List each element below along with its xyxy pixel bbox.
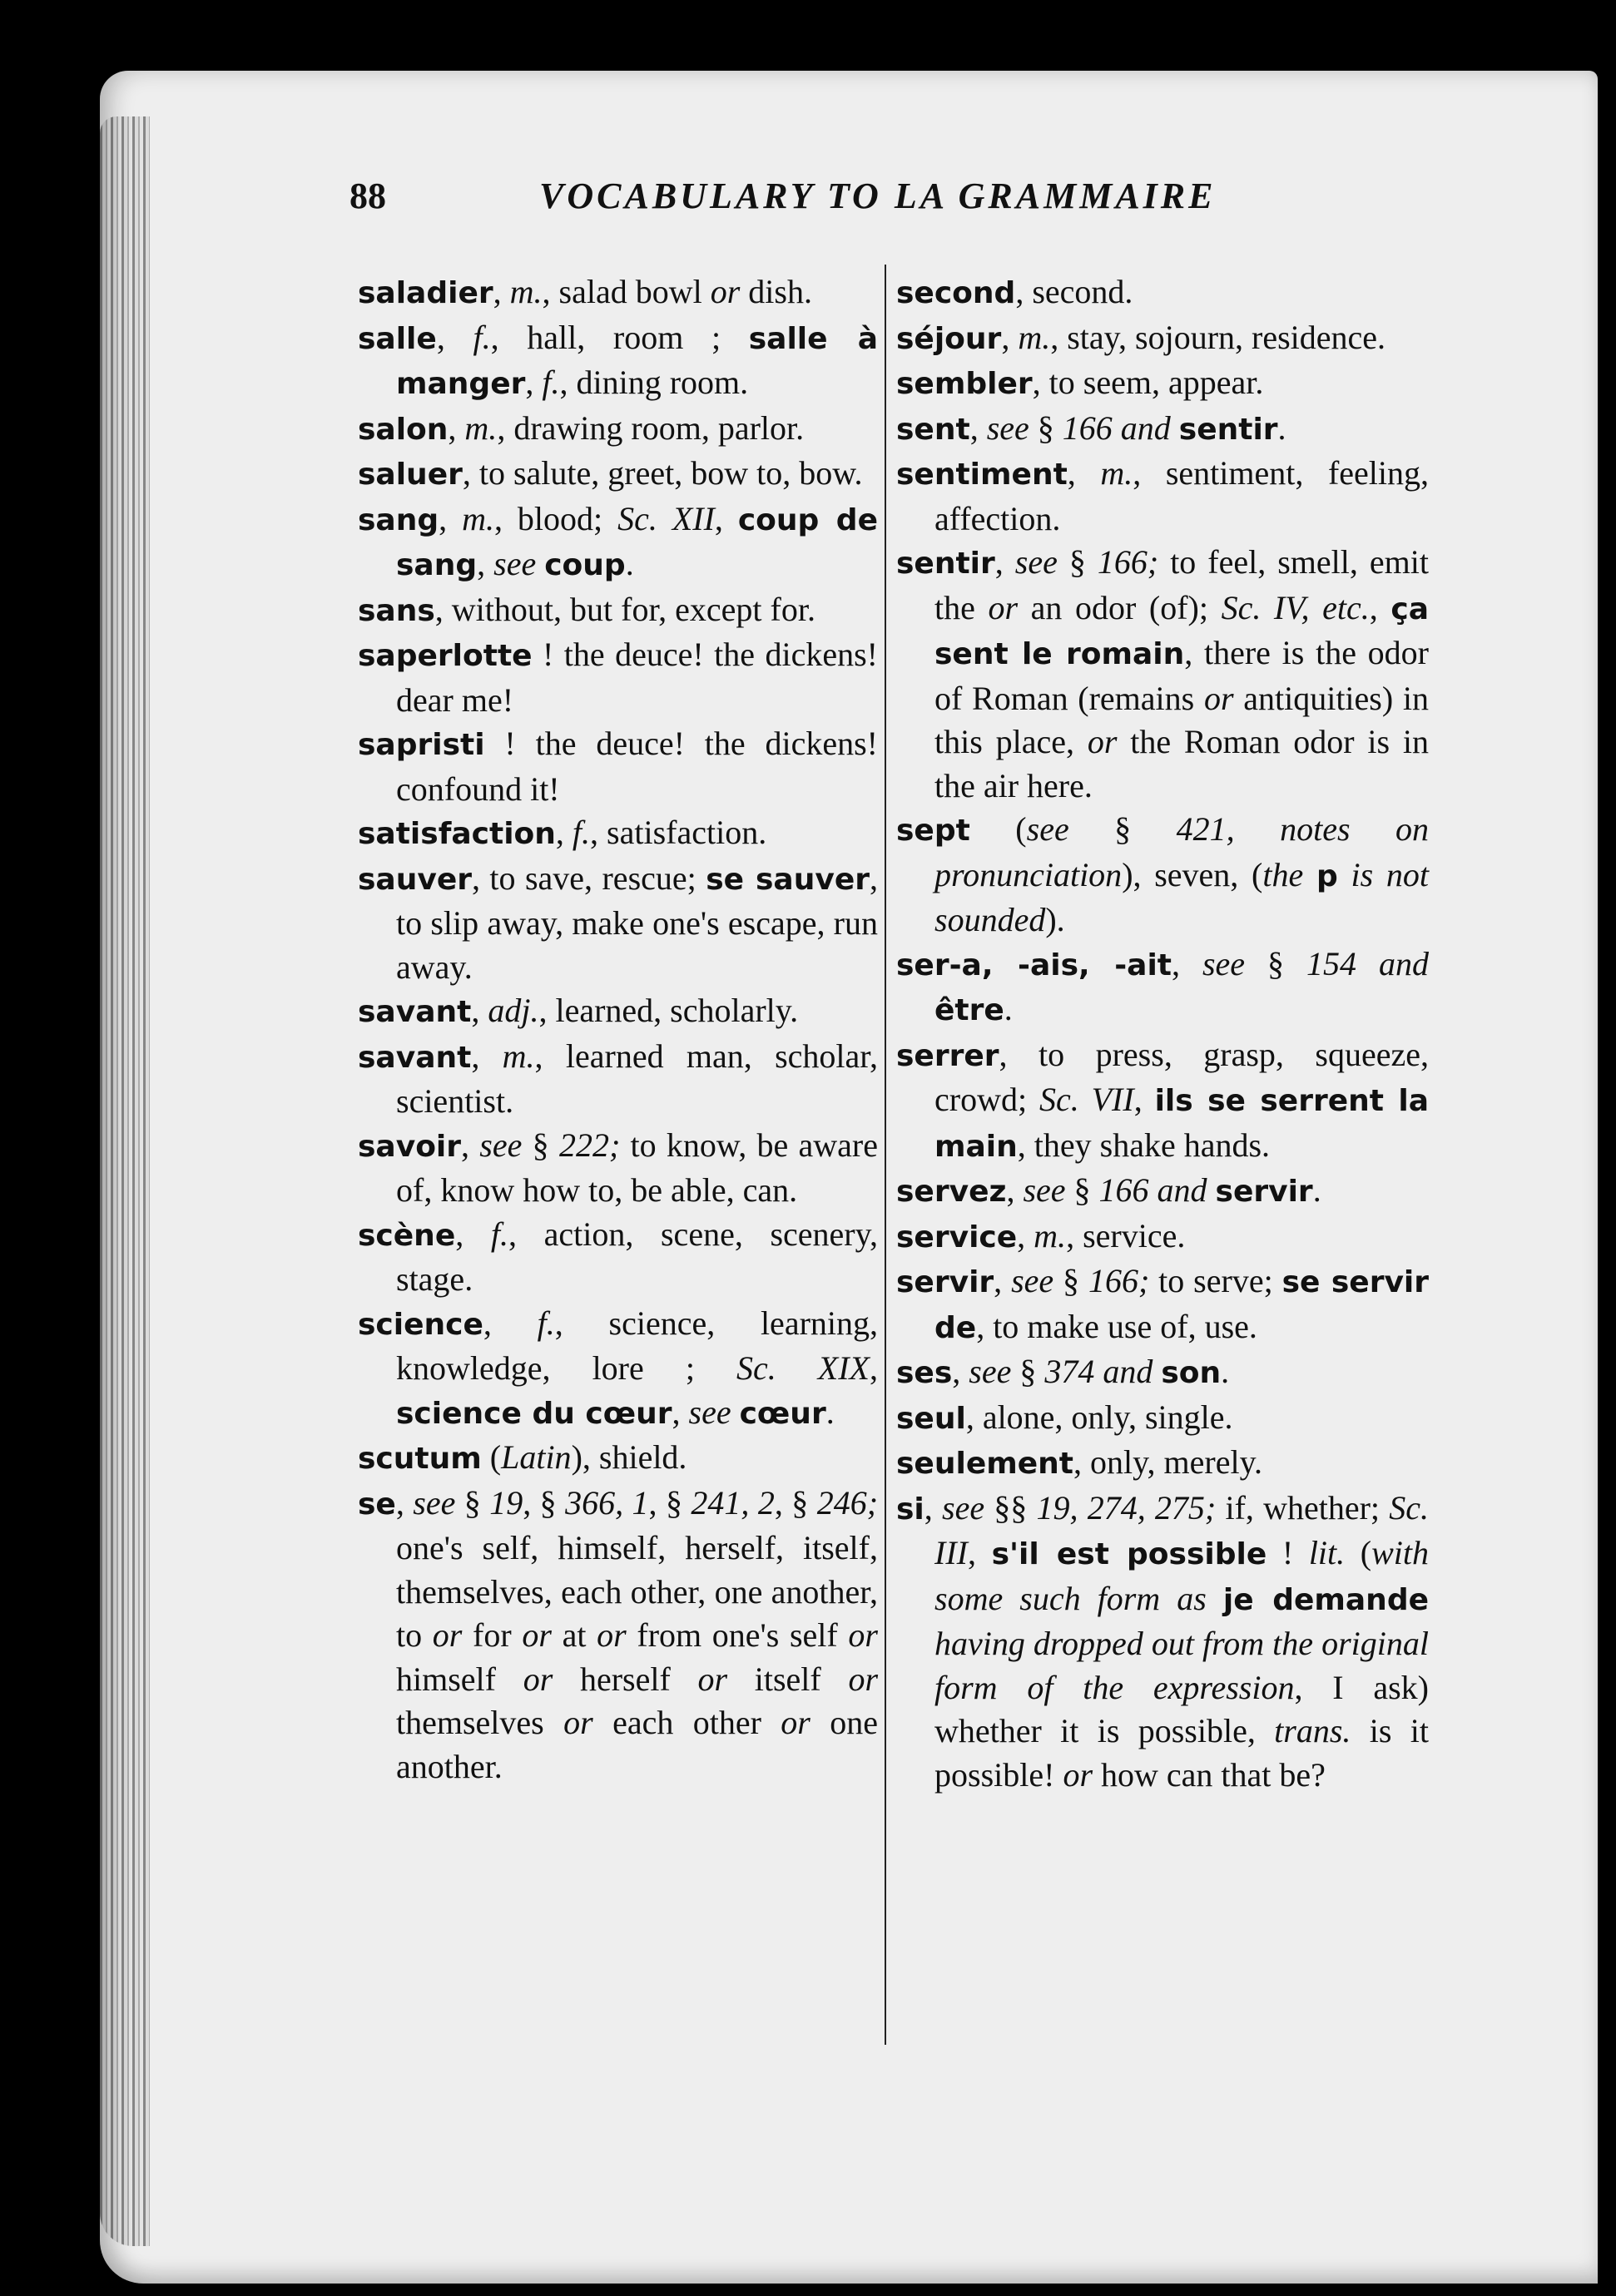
entry-text: , xyxy=(1369,588,1391,626)
entry-text: ça sent le romain xyxy=(934,591,1429,671)
left-column xyxy=(358,270,878,1789)
entry-text: § xyxy=(1245,944,1307,982)
dictionary-entry xyxy=(896,270,1429,316)
entry-headword: scutum xyxy=(358,1442,482,1476)
entry-text: m. xyxy=(1018,318,1051,356)
entry-text: m. xyxy=(1034,1216,1067,1254)
entry-text: , xyxy=(994,1262,1012,1299)
entry-text: , stay, sojourn, residence. xyxy=(1050,318,1386,356)
entry-text: , xyxy=(672,1393,689,1431)
entry-text: see xyxy=(1011,1262,1054,1299)
entry-text: 166 and xyxy=(1062,408,1171,447)
entry-text: , xyxy=(967,1534,992,1571)
entry-text: , xyxy=(555,814,573,851)
entry-text: ils se serrent la main xyxy=(934,1084,1430,1164)
entry-text: § xyxy=(455,1483,490,1522)
entry-text: f. xyxy=(572,814,591,851)
dictionary-entry xyxy=(896,316,1429,362)
entry-text: ), seven, ( xyxy=(1122,855,1263,893)
entry-text: , to slip away, make one's escape, run away. xyxy=(396,859,878,986)
entry-text: servir xyxy=(1215,1175,1313,1209)
entry-text: science du cœur xyxy=(396,1396,672,1431)
entry-text: , blood; xyxy=(493,499,618,537)
dictionary-entry xyxy=(896,407,1429,453)
entry-text: the xyxy=(1262,855,1304,893)
entry-text: at xyxy=(551,1616,597,1654)
entry-text: . xyxy=(1221,1353,1230,1390)
entry-text: , xyxy=(461,1126,480,1164)
entry-text: , dining room. xyxy=(559,364,749,401)
entry-text: is it possible! xyxy=(934,1712,1429,1794)
entry-text: themselves xyxy=(396,1704,564,1741)
entry-text: , xyxy=(471,1037,503,1075)
entry-text: or xyxy=(848,1660,879,1698)
page-number: 88 xyxy=(349,176,386,216)
entry-text: § xyxy=(1057,543,1098,581)
running-title: VOCABULARY TO LA GRAMMAIRE xyxy=(539,176,1217,216)
entry-text: see xyxy=(688,1393,731,1431)
dictionary-entry xyxy=(358,1302,878,1437)
dictionary-entry xyxy=(896,808,1429,943)
entry-text: f. xyxy=(542,364,560,401)
entry-text: , to press, grasp, squeeze, crowd; xyxy=(934,1035,1429,1118)
entry-text: , xyxy=(1133,1081,1155,1118)
entry-text: 19 xyxy=(489,1483,523,1522)
entry-text: , xyxy=(714,499,738,537)
entry-text: , xyxy=(477,545,494,582)
entry-text: antiquities) in this place, xyxy=(934,679,1430,760)
entry-text: 166; xyxy=(1088,1262,1150,1299)
entry-text xyxy=(536,545,544,582)
entry-text: ( xyxy=(481,1438,502,1476)
entry-text: ( xyxy=(1345,1534,1372,1571)
entry-headword: saladier xyxy=(358,276,493,310)
entry-text: , to salute, greet, bow to, bow. xyxy=(462,454,863,492)
entry-text: or xyxy=(597,1616,627,1654)
entry-headword: ses xyxy=(896,1356,953,1390)
entry-text xyxy=(731,1393,740,1431)
entry-text: , xyxy=(1017,1216,1034,1254)
entry-text: see xyxy=(493,545,537,582)
entry-headword: science xyxy=(358,1307,483,1342)
entry-text: , second. xyxy=(1015,273,1133,310)
entry-text: , xyxy=(493,273,510,310)
entry-text: or xyxy=(1203,679,1234,717)
entry-text: 154 and xyxy=(1306,944,1430,982)
entry-text: adj. xyxy=(488,992,539,1029)
entry-text: , sentiment, feeling, affection. xyxy=(934,454,1429,537)
entry-text: m. xyxy=(1100,454,1133,492)
entry-text: to feel, smell, emit the xyxy=(934,543,1429,626)
entry-text: , satisfaction. xyxy=(590,814,767,851)
entry-text: , I ask) whether it is possible, xyxy=(934,1668,1430,1749)
entry-text: m. xyxy=(462,499,494,537)
entry-text: see xyxy=(1202,944,1246,982)
entry-text: , without, but for, except for. xyxy=(434,590,815,628)
entry-text: son xyxy=(1161,1356,1222,1390)
entry-text: 421, notes on pronunciation xyxy=(934,810,1430,893)
entry-headword: savant xyxy=(358,1040,472,1075)
entry-headword: savant xyxy=(358,995,472,1029)
entry-text: or xyxy=(988,588,1019,626)
entry-text: , xyxy=(1001,318,1019,356)
entry-text: Sc. XII xyxy=(617,499,715,537)
entry-headword: seulement xyxy=(896,1447,1073,1481)
dictionary-entry xyxy=(896,452,1429,541)
entry-text: , salad bowl xyxy=(542,273,711,310)
entry-text: or xyxy=(523,1660,553,1698)
entry-text: je demande xyxy=(1222,1582,1429,1617)
entry-text: one another. xyxy=(396,1704,879,1785)
dictionary-entry xyxy=(358,857,878,990)
entry-text: the Roman odor is in the air here. xyxy=(934,723,1430,804)
entry-text: se sauver xyxy=(706,862,870,897)
entry-text: , to seem, appear. xyxy=(1032,364,1264,401)
entry-text: 246; xyxy=(816,1483,879,1522)
entry-text: , xyxy=(395,1483,414,1522)
entry-headword: salon xyxy=(358,412,449,447)
dictionary-entry xyxy=(896,1169,1429,1215)
entry-headword: savoir xyxy=(358,1129,462,1164)
entry-headword: servir xyxy=(896,1265,994,1299)
entry-text: , xyxy=(439,499,463,537)
entry-text: Sc. VII xyxy=(1039,1081,1134,1118)
entry-text: m. xyxy=(502,1037,535,1075)
entry-text: coup de sang xyxy=(396,502,878,582)
entry-text: having dropped out from the original form of the expression xyxy=(934,1625,1429,1706)
dictionary-entry xyxy=(358,497,878,588)
entry-headword: sept xyxy=(896,814,970,848)
entry-text: to serve; xyxy=(1149,1262,1282,1299)
dictionary-entry xyxy=(358,316,878,407)
entry-text: , science, learning, knowledge, lore ; xyxy=(396,1304,878,1387)
entry-text: , xyxy=(436,318,473,356)
entry-text: 374 and xyxy=(1044,1353,1153,1390)
entry-text: § xyxy=(1068,810,1177,848)
entry-text: . xyxy=(1312,1171,1321,1209)
entry-text: , drawing room, parlor. xyxy=(497,408,805,447)
entry-text: or xyxy=(848,1616,878,1654)
entry-text xyxy=(1171,409,1179,447)
entry-text: , § xyxy=(774,1483,817,1522)
entry-text: se servir de xyxy=(934,1265,1430,1345)
entry-text: 222; xyxy=(558,1126,621,1164)
entry-text: , § xyxy=(523,1483,566,1522)
entry-text: salle à manger xyxy=(396,321,879,401)
entry-text xyxy=(1303,856,1316,893)
entry-text: see xyxy=(413,1483,456,1522)
dictionary-entry xyxy=(358,407,878,453)
dictionary-entry xyxy=(358,1035,878,1124)
dictionary-entry xyxy=(896,1441,1429,1487)
entry-text: an odor (of); xyxy=(1018,588,1222,626)
entry-headword: saluer xyxy=(358,458,463,492)
entry-text: see xyxy=(1026,810,1069,848)
dictionary-entry xyxy=(358,1213,878,1302)
entry-text: with some such form as xyxy=(934,1534,1429,1617)
dictionary-entry xyxy=(358,722,878,811)
entry-text: Sc. III xyxy=(934,1488,1430,1571)
entry-text: 166 and xyxy=(1098,1171,1207,1209)
entry-text: ). xyxy=(1045,901,1065,938)
dictionary-entry xyxy=(896,1215,1429,1260)
dictionary-entry xyxy=(896,1033,1429,1170)
entry-text: , learned man, scholar, scientist. xyxy=(396,1037,878,1120)
entry-text: coup xyxy=(544,548,626,582)
entry-headword: sentir xyxy=(896,547,995,581)
entry-headword: ser-a, -ais, -ait xyxy=(896,948,1172,982)
entry-text: , to make use of, use. xyxy=(976,1307,1257,1345)
entry-text: 19, 274, 275; xyxy=(1036,1488,1217,1527)
entry-text: cœur xyxy=(739,1396,826,1431)
entry-text: , xyxy=(1006,1171,1024,1209)
entry-text: lit. xyxy=(1308,1534,1346,1571)
entry-text: , xyxy=(869,1349,878,1387)
entry-headword: seul xyxy=(896,1401,966,1436)
entry-text: or xyxy=(1087,723,1118,760)
entry-text: or xyxy=(710,273,741,310)
dictionary-entry xyxy=(358,633,878,722)
entry-text: , xyxy=(924,1488,942,1527)
entry-headword: scène xyxy=(358,1218,456,1253)
entry-text: each other xyxy=(592,1704,781,1741)
entry-text: , xyxy=(994,543,1015,581)
entry-text: Sc. IV, etc. xyxy=(1221,588,1370,626)
dictionary-entry xyxy=(896,1396,1429,1442)
entry-text: 366, 1 xyxy=(565,1483,649,1522)
entry-headword: service xyxy=(896,1220,1018,1254)
entry-text: 166; xyxy=(1097,543,1159,581)
entry-text: § xyxy=(1029,408,1063,447)
entry-text: how can that be? xyxy=(1093,1755,1326,1794)
entry-text: s'il est possible xyxy=(991,1537,1267,1571)
entry-text: , § xyxy=(648,1483,692,1522)
entry-text: m. xyxy=(509,273,543,310)
entry-text: one's self, himself, herself, itself, themselves, each other, one another, to xyxy=(396,1529,878,1654)
dictionary-entry xyxy=(896,943,1429,1033)
entry-text: , xyxy=(525,364,543,401)
entry-text: is not sounded xyxy=(934,855,1430,938)
entry-headword: séjour xyxy=(896,321,1002,356)
dictionary-entry xyxy=(358,452,878,497)
entry-text: . xyxy=(625,545,634,582)
entry-text: itself xyxy=(727,1660,849,1698)
entry-text: , xyxy=(1172,944,1202,982)
entry-text xyxy=(1207,1580,1223,1617)
dictionary-entry xyxy=(896,361,1429,407)
entry-text xyxy=(1207,1171,1216,1209)
entry-text: or xyxy=(781,1704,810,1741)
entry-text: trans. xyxy=(1274,1712,1351,1749)
entry-text: for xyxy=(462,1616,523,1654)
entry-text: see xyxy=(1023,1171,1066,1209)
page-edge-shadow xyxy=(100,116,150,2246)
dictionary-entry xyxy=(358,989,878,1035)
entry-headword: sentiment xyxy=(896,458,1068,492)
entry-headword: se xyxy=(358,1487,396,1522)
entry-text: , alone, only, single. xyxy=(965,1398,1233,1436)
entry-text: , xyxy=(483,1304,538,1342)
entry-text: himself xyxy=(396,1660,523,1698)
entry-text: see xyxy=(1014,543,1058,581)
entry-text: 241, 2 xyxy=(691,1483,775,1522)
entry-text: see xyxy=(942,1488,985,1527)
entry-text: see xyxy=(479,1126,523,1164)
entry-text xyxy=(1338,856,1351,893)
dictionary-entry xyxy=(896,541,1429,808)
entry-headword: si xyxy=(896,1492,924,1527)
entry-text: ! xyxy=(1267,1534,1309,1571)
entry-text: , xyxy=(969,408,987,447)
dictionary-entry xyxy=(896,1350,1429,1396)
entry-text: , hall, room ; xyxy=(490,318,749,356)
entry-headword: saperlotte xyxy=(358,639,533,673)
entry-headword: satisfaction xyxy=(358,817,556,851)
entry-text: . xyxy=(1004,990,1013,1027)
entry-text: , xyxy=(1067,454,1101,492)
entry-text: dish. xyxy=(740,273,812,310)
entry-headword: salle xyxy=(358,321,437,356)
entry-text: § xyxy=(522,1126,559,1164)
dictionary-entry xyxy=(358,588,878,634)
entry-text: from one's self xyxy=(626,1616,849,1654)
entry-text: , xyxy=(455,1215,491,1253)
entry-text: see xyxy=(986,408,1029,447)
entry-text: ! the deuce! the dickens! dear me! xyxy=(396,636,878,719)
entry-text: § xyxy=(1065,1171,1099,1209)
entry-text: f. xyxy=(490,1215,508,1253)
entry-text: être xyxy=(934,993,1004,1027)
dictionary-entry xyxy=(358,270,878,316)
entry-text: or xyxy=(1063,1755,1093,1794)
entry-text xyxy=(1153,1353,1161,1390)
entry-text: , action, scene, scenery, stage. xyxy=(396,1215,878,1298)
entry-text: see xyxy=(969,1353,1012,1390)
entry-text: p xyxy=(1316,859,1338,893)
entry-headword: sauver xyxy=(358,862,472,897)
entry-headword: serrer xyxy=(896,1038,999,1073)
dictionary-entry xyxy=(896,1259,1429,1350)
entry-text: ), shield. xyxy=(571,1438,687,1476)
entry-headword: sent xyxy=(896,412,970,447)
entry-text: , service. xyxy=(1066,1216,1186,1254)
entry-text: ( xyxy=(969,810,1027,848)
entry-text: , they shake hands. xyxy=(1017,1126,1271,1164)
dictionary-entry xyxy=(358,811,878,857)
entry-text: § xyxy=(1011,1353,1045,1390)
entry-text: § xyxy=(1053,1262,1088,1299)
entry-text: . xyxy=(825,1393,835,1431)
entry-text: to know, be aware of, know how to, be able, can. xyxy=(396,1126,879,1209)
entry-headword: sang xyxy=(358,502,439,537)
entry-text: m. xyxy=(464,408,498,447)
entry-text: if, whether; xyxy=(1216,1488,1390,1527)
entry-text: , xyxy=(952,1353,969,1390)
dictionary-entry xyxy=(358,1124,878,1213)
entry-headword: servez xyxy=(896,1175,1007,1209)
entry-headword: sapristi xyxy=(358,728,485,762)
entry-text: sentir xyxy=(1178,412,1278,447)
entry-text: , xyxy=(471,992,488,1029)
entry-text: , there is the odor of Roman (remains xyxy=(934,634,1430,717)
entry-headword: sans xyxy=(358,593,435,628)
entry-text: , to save, rescue; xyxy=(472,859,706,897)
entry-text: Latin xyxy=(501,1438,572,1476)
entry-headword: sembler xyxy=(896,367,1033,401)
entry-text: ! the deuce! the dickens! confound it! xyxy=(396,725,878,808)
entry-text: or xyxy=(697,1660,728,1698)
entry-text: or xyxy=(563,1704,593,1741)
entry-text: , only, merely. xyxy=(1073,1443,1262,1481)
dictionary-entry xyxy=(358,1436,878,1482)
entry-text: or xyxy=(522,1616,552,1654)
entry-text: . xyxy=(1277,408,1286,447)
entry-text: Sc. XIX xyxy=(736,1349,870,1387)
entry-text: f. xyxy=(537,1304,555,1342)
entry-text: , xyxy=(448,408,465,447)
entry-headword: second xyxy=(896,276,1016,310)
dictionary-entry xyxy=(896,1487,1429,1798)
entry-text: §§ xyxy=(984,1488,1037,1527)
entry-text: herself xyxy=(553,1660,698,1698)
entry-text: or xyxy=(432,1616,463,1654)
column-divider xyxy=(885,265,886,2045)
dictionary-entry xyxy=(358,1482,878,1789)
right-column xyxy=(896,270,1429,1797)
entry-text: , learned, scholarly. xyxy=(538,992,799,1029)
entry-text: f. xyxy=(473,318,491,356)
